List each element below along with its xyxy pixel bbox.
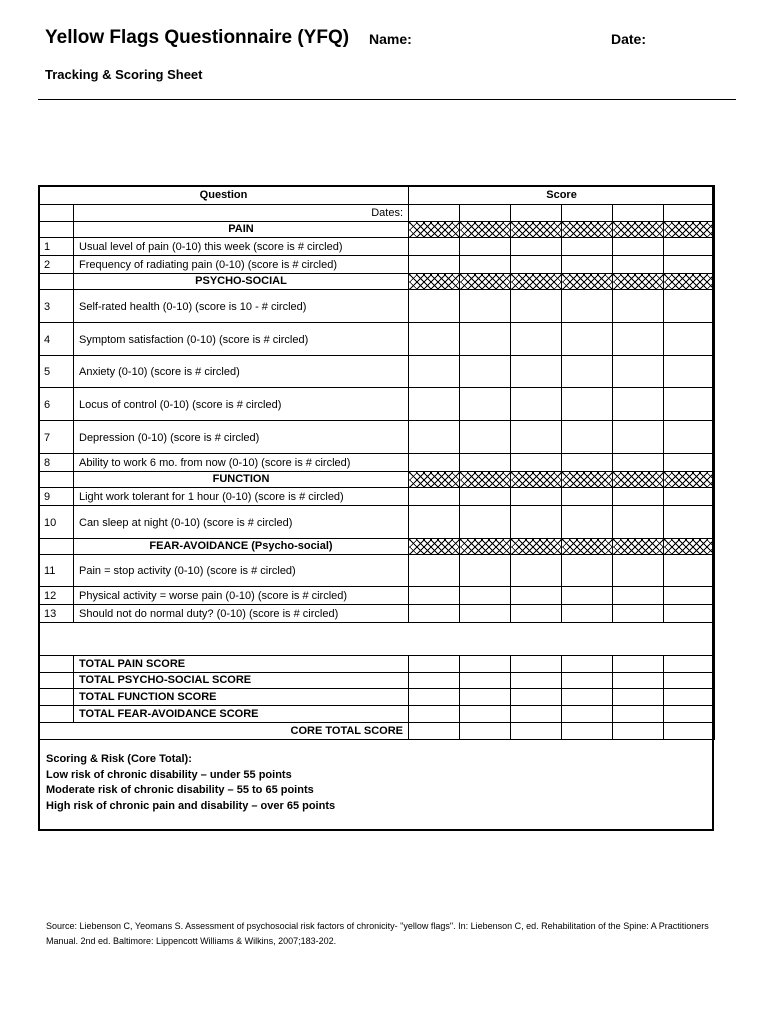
table-frame (38, 185, 714, 831)
page-title: Yellow Flags Questionnaire (YFQ) (45, 27, 350, 48)
question-text: Light work tolerant for 1 hour (0-10) (score is # circled) (74, 488, 409, 506)
question-number: 12 (39, 587, 74, 605)
question-text: Self-rated health (0-10) (score is 10 - # circled) (74, 290, 409, 323)
date-label: Date: (611, 31, 647, 47)
question-number: 10 (39, 506, 74, 539)
total-label: TOTAL FEAR-AVOIDANCE SCORE (74, 706, 409, 723)
page-subtitle: Tracking & Scoring Sheet (45, 67, 203, 82)
core-total-label: CORE TOTAL SCORE (39, 723, 409, 740)
question-text: Usual level of pain (0-10) this week (score is # circled) (74, 238, 409, 256)
source-citation: Source: Liebenson C, Yeomans S. Assessment of psychosocial risk factors of chronicity- "yellow flags". In: Liebenson C, ed. Rehabilitation of the Spine: A Practitioners Manual. 2nd ed. Baltimore: Lippencott Williams & Wilkins, 2007;183-202. (46, 921, 709, 946)
question-number: 5 (39, 356, 74, 388)
risk-moderate: Moderate risk of chronic disability – 55 to 65 points (46, 784, 314, 796)
question-column-header: Question (39, 186, 409, 205)
question-text: Should not do normal duty? (0-10) (score is # circled) (74, 605, 409, 623)
question-text: Anxiety (0-10) (score is # circled) (74, 356, 409, 388)
question-number: 13 (39, 605, 74, 623)
question-number: 8 (39, 454, 74, 472)
question-number: 9 (39, 488, 74, 506)
section-header: PSYCHO-SOCIAL (74, 274, 409, 290)
question-number: 4 (39, 323, 74, 356)
question-number: 6 (39, 388, 74, 421)
question-text: Ability to work 6 mo. from now (0-10) (score is # circled) (74, 454, 409, 472)
question-text: Frequency of radiating pain (0-10) (score is # circled) (74, 256, 409, 274)
question-number: 11 (39, 555, 74, 587)
scoring-risk-block (46, 752, 335, 814)
section-header: PAIN (74, 222, 409, 238)
question-number: 2 (39, 256, 74, 274)
scoring-heading: Scoring & Risk (Core Total): (46, 753, 192, 765)
question-text: Locus of control (0-10) (score is # circled) (74, 388, 409, 421)
question-text: Depression (0-10) (score is # circled) (74, 421, 409, 454)
dates-label: Dates: (74, 205, 409, 222)
risk-high: High risk of chronic pain and disability – over 65 points (46, 799, 336, 812)
question-text: Physical activity = worse pain (0-10) (score is # circled) (74, 587, 409, 605)
question-text: Pain = stop activity (0-10) (score is # circled) (74, 555, 409, 587)
question-text: Can sleep at night (0-10) (score is # circled) (74, 506, 409, 539)
question-text: Symptom satisfaction (0-10) (score is # circled) (74, 323, 409, 356)
section-header: FEAR-AVOIDANCE (Psycho-social) (74, 539, 409, 555)
section-header: FUNCTION (74, 472, 409, 488)
question-number: 7 (39, 421, 74, 454)
score-column-header: Score (409, 186, 715, 205)
question-number: 3 (39, 290, 74, 323)
name-label: Name: (369, 31, 412, 47)
total-label: TOTAL PAIN SCORE (74, 656, 409, 673)
total-label: TOTAL PSYCHO-SOCIAL SCORE (74, 673, 409, 689)
risk-low: Low risk of chronic disability – under 55 points (46, 768, 292, 781)
total-label: TOTAL FUNCTION SCORE (74, 689, 409, 706)
header-divider (38, 99, 736, 100)
question-number: 1 (39, 238, 74, 256)
